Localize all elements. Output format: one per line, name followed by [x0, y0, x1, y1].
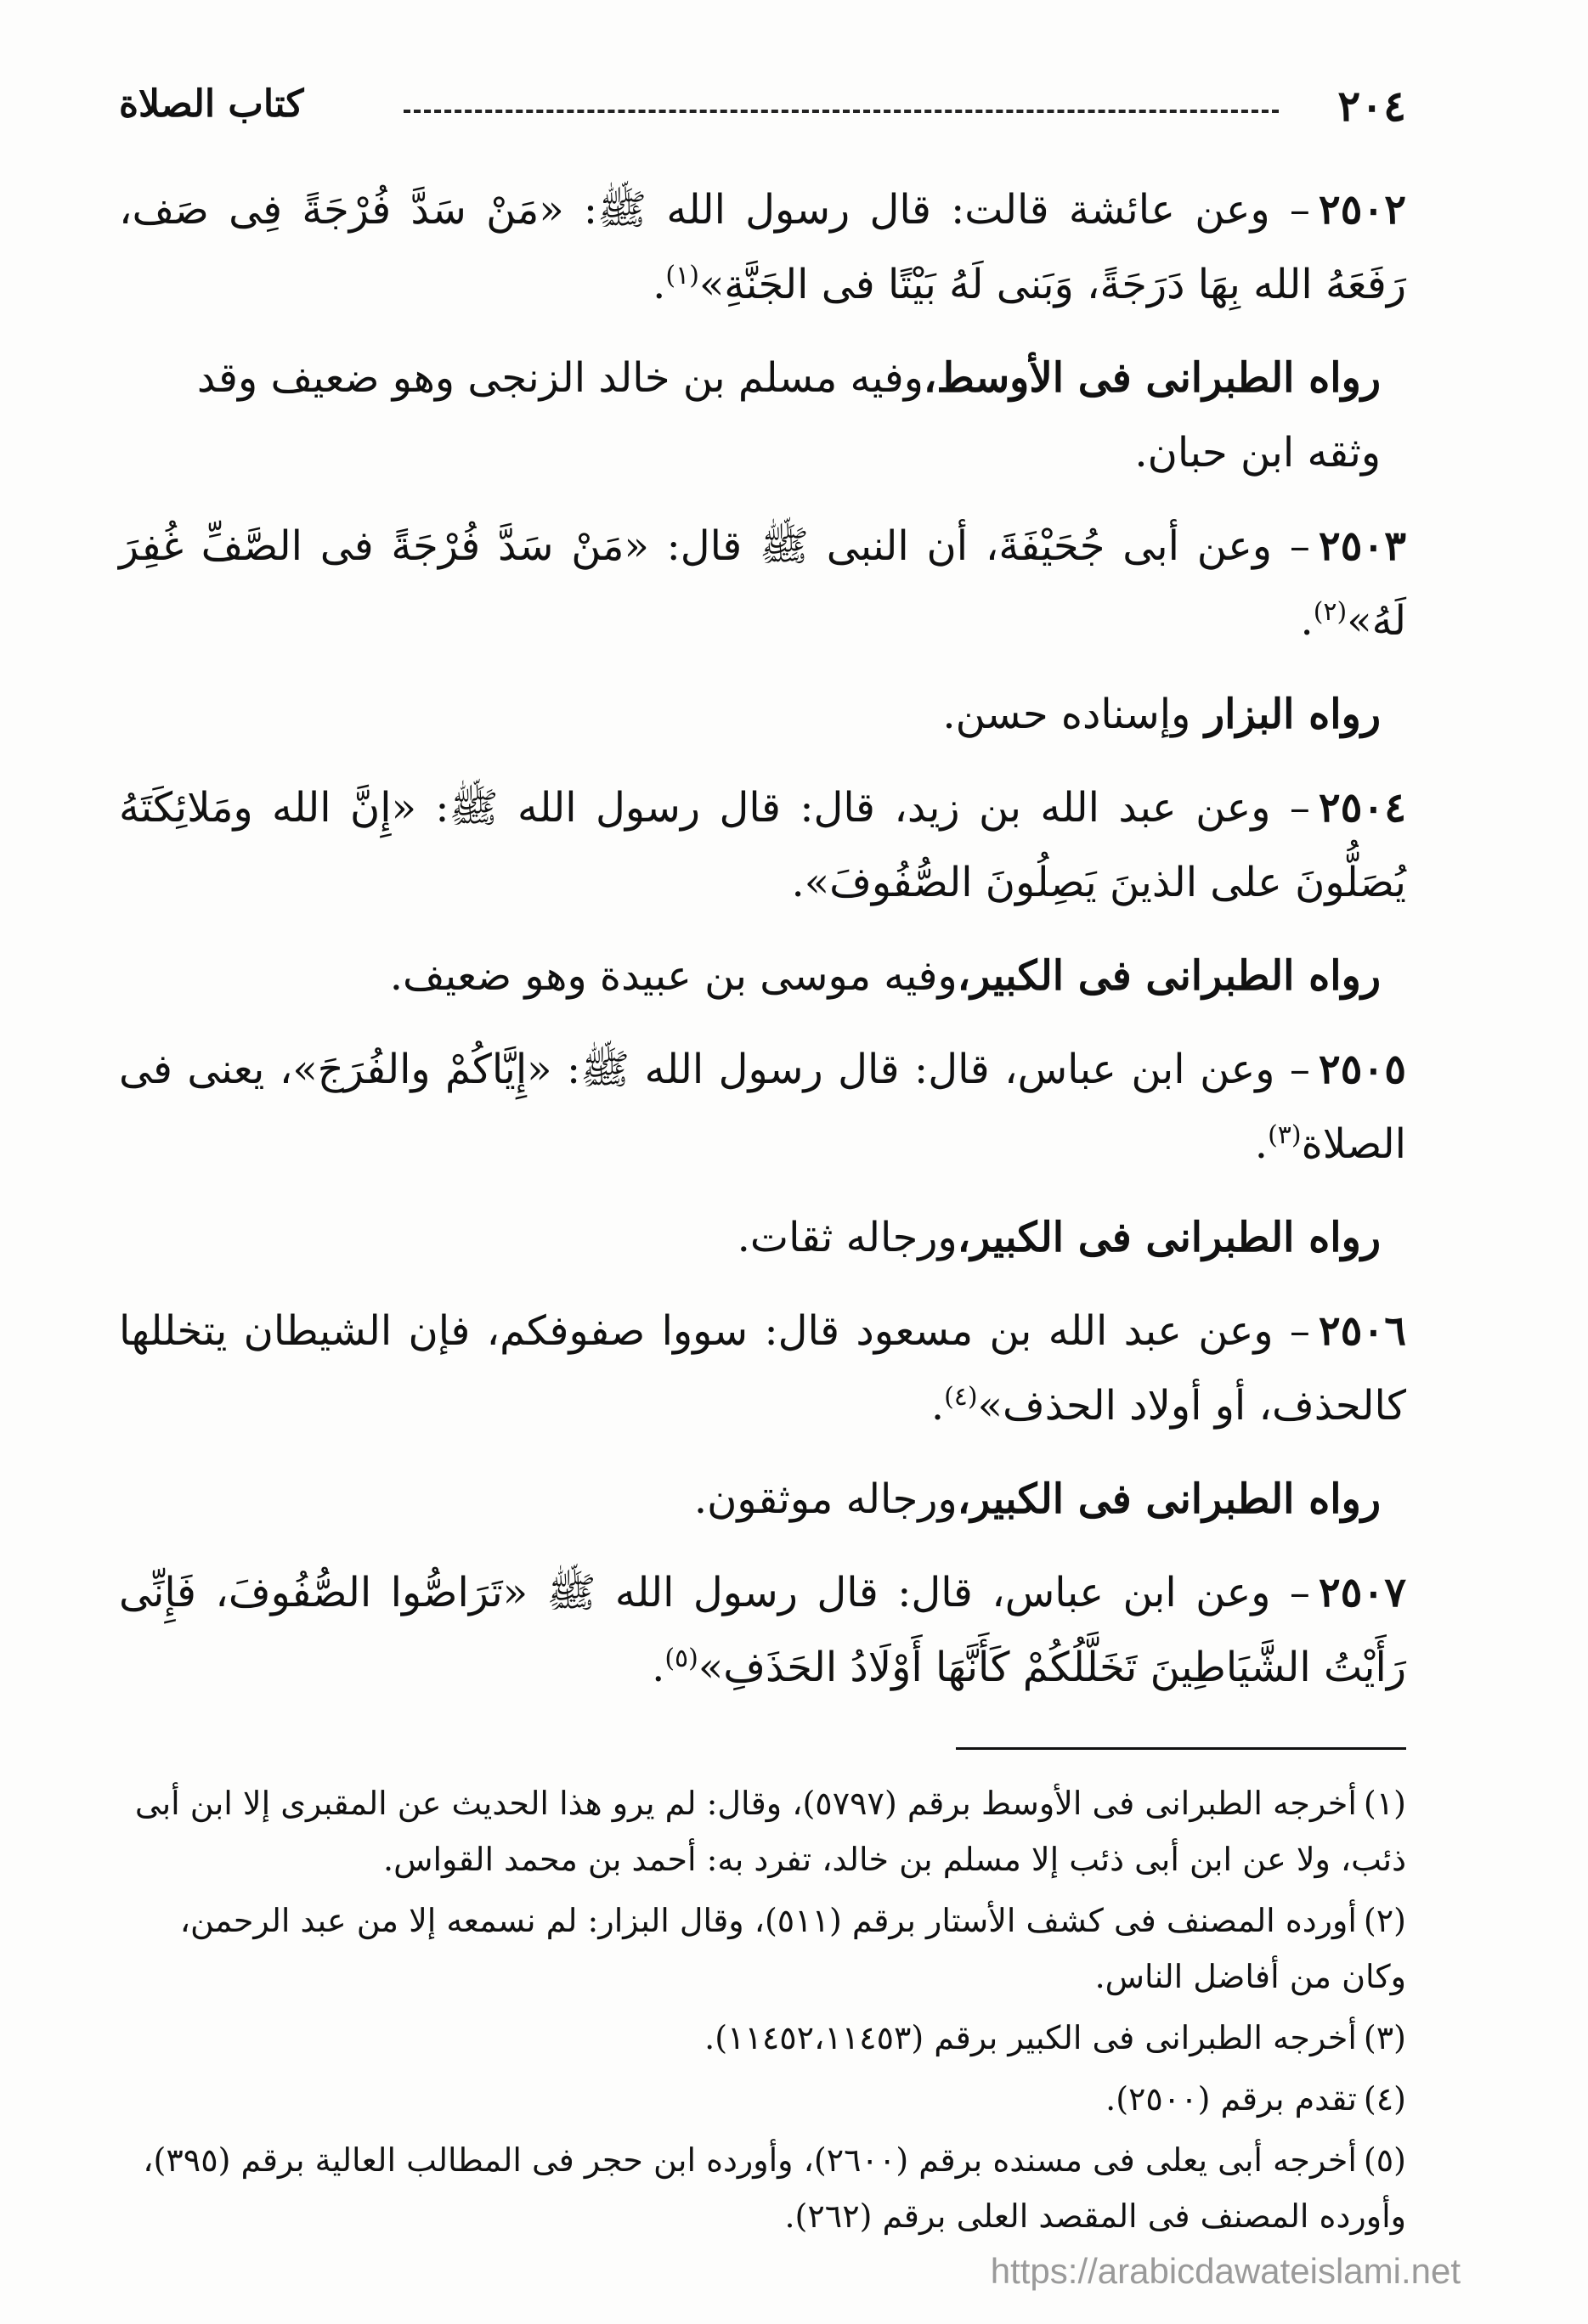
narration-source: رواه الطبرانى فى الكبير،وفيه موسى بن عبيدة وهو ضعيف.: [389, 952, 1381, 1000]
narration-source: رواه الطبرانى فى الكبير،ورجاله موثقون.: [693, 1475, 1381, 1523]
header-dashed-rule: [404, 110, 1279, 113]
footnote-ref: (١): [665, 261, 699, 290]
page: [119, 81, 1406, 2249]
main-text: [119, 172, 1406, 1705]
footnote-ref: (٣): [1268, 1120, 1302, 1150]
footnote: (١)أخرجه الطبرانى فى الأوسط برقم (٥٧٩٧)، وقال: لم يرو هذا الحديث عن المقبرى إلا ابن أبى ذئب، ولا عن ابن أبى ذئب إلا مسلم بن خالد، تفرد به: أحمد بن محمد القواس.: [134, 1785, 1406, 1878]
narration-source: رواه الطبرانى فى الكبير،ورجاله ثقات.: [737, 1214, 1381, 1261]
footnote: (٢)أورده المصنف فى كشف الأستار برقم (٥١١)، وقال البزار: لم نسمعه إلا من عبد الرحمن، وكان من أفاضل الناس.: [179, 1902, 1406, 1995]
hadith-entry: [119, 509, 1406, 752]
footnote-ref: (٤): [944, 1382, 978, 1412]
hadith-number: ٢٥٠٣: [1318, 522, 1406, 570]
hadith-text: ٢٥٠٣– وعن أبى جُحَيْفَةَ، أن النبى ﷺ قال: «مَنْ سَدَّ فُرْجَةً فى الصَّفِّ غُفِرَ لَهُ»$^{(٢)}$.: [119, 522, 1406, 645]
hadith-number: ٢٥٠٢: [1318, 186, 1406, 234]
hadith-entry: [119, 1555, 1406, 1705]
running-header: [119, 81, 1406, 140]
hadith-entry: [119, 1032, 1406, 1275]
hadith-text: ٢٥٠٢– وعن عائشة قالت: قال رسول الله ﷺ: «مَنْ سَدَّ فُرْجَةً فِى صَف، رَفَعَهُ الله بِهَا دَرَجَةً، وَبَنى لَهُ بَيْتًا فى الجَنَّةِ»$^{(١)}$.: [119, 186, 1406, 308]
footnote: (٣)أخرجه الطبرانى فى الكبير برقم (١١٤٥٢،١١٤٥٣).: [704, 2019, 1406, 2056]
footnote-separator: [956, 1747, 1406, 1750]
hadith-text: ٢٥٠٤– وعن عبد الله بن زيد، قال: قال رسول الله ﷺ: «إِنَّ الله ومَلائِكَتَهُ يُصَلُّونَ على الذينَ يَصِلُونَ الصُّفُوفَ».: [119, 784, 1406, 906]
hadith-entry: [119, 770, 1406, 1013]
hadith-entry: [119, 1294, 1406, 1537]
hadith-text: ٢٥٠٧– وعن ابن عباس، قال: قال رسول الله ﷺ «تَرَاصُّوا الصُّفُوفَ، فَإِنِّى رَأَيْتُ الشَّيَاطِينَ تَخَلَّلُكُمْ كَأَنَّهَا أَوْلَادُ الحَذَفِ»$^{(٥)}$.: [119, 1569, 1406, 1691]
hadith-number: ٢٥٠٧: [1318, 1569, 1406, 1616]
narration-source: رواه البزار وإسناده حسن.: [942, 691, 1381, 738]
hadith-text: ٢٥٠٥– وعن ابن عباس، قال: قال رسول الله ﷺ: «إِيَّاكُمْ والفُرَجَ»، يعنى فى الصلاة$^{(٣)}$.: [119, 1046, 1406, 1168]
hadith-number: ٢٥٠٥: [1318, 1046, 1406, 1093]
hadith-entry: [119, 172, 1406, 490]
footnotes: [119, 1775, 1406, 2244]
footnote-ref: (٢): [1313, 597, 1348, 627]
watermark-url: https://arabicdawateislami.net: [990, 2251, 1461, 2291]
page-number: ٢٠٤: [1337, 81, 1406, 131]
book-title: كتاب الصلاة: [119, 82, 304, 126]
narration-source: رواه الطبرانى فى الأوسط،وفيه مسلم بن خالد الزنجى وهو ضعيف وقد وثقه ابن حبان.: [196, 354, 1381, 477]
hadith-number: ٢٥٠٦: [1318, 1307, 1406, 1355]
hadith-number: ٢٥٠٤: [1318, 784, 1406, 832]
hadith-text: ٢٥٠٦– وعن عبد الله بن مسعود قال: سووا صفوفكم، فإن الشيطان يتخللها كالحذف، أو أولاد الحذف»$^{(٤)}$.: [119, 1307, 1406, 1430]
footnote: (٤)تقدم برقم (٢٥٠٠).: [1105, 2080, 1406, 2118]
footnote-ref: (٥): [664, 1644, 698, 1673]
footnote: (٥)أخرجه أبى يعلى فى مسنده برقم (٢٦٠٠)، وأورده ابن حجر فى المطالب العالية برقم (٣٩٥)، وأورده المصنف فى المقصد العلى برقم (٢٦٢).: [143, 2141, 1406, 2235]
